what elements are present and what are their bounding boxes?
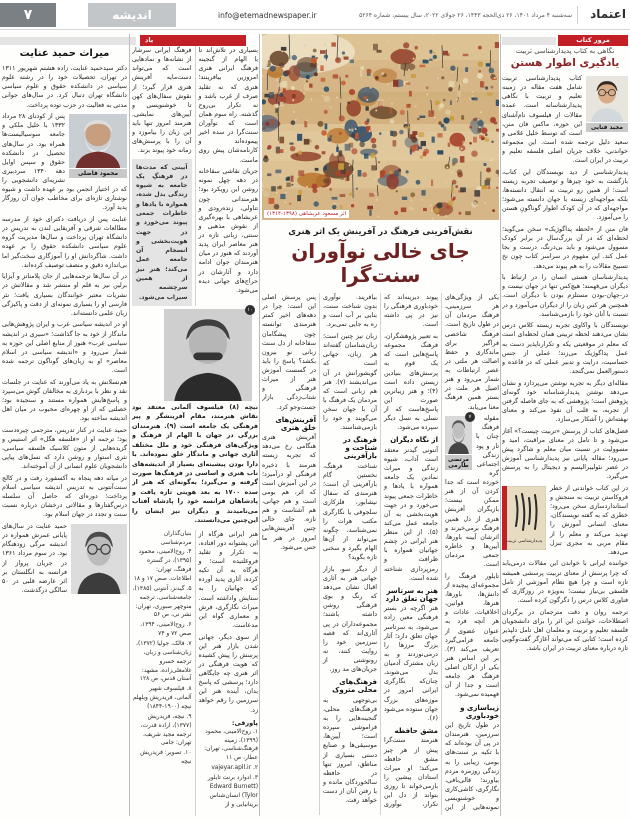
page-number: ۷	[0, 3, 56, 27]
body-paragraph: در میانه دهه پنجاه به آکسفورد رفت و در کالج سنت‌آنتونی به تدریس اندیشه سیاسی اسلام پرداخت؛ دوره‌ای که حاصل آن سلسله درس‌گفتارها و مقالاتی درخشان درباره نسبت سنت و تجدد در جهان اسلام بود.	[2, 474, 127, 519]
body-paragraph: در این کتاب خواندنی از خطر فروکاستن تربیت به سنجش و استانداردسازی سخن می‌رود؛ خطری که به گفته نویسندگان، معنای انسانی آموزش را تهدید می‌کند و معلم را از مقام مربی به مجری تنزل می‌دهد.	[550, 484, 628, 556]
body-paragraph: زبان نیز چنین است؛ زبان‌شناسان گفته‌اند هر زبان، جهانی است که گویشورانش در آن می‌اندیشند (۷). هنر هم زبانی است که مردمان یک فرهنگ با آن با جهان سخن می‌گویند و خود را بازمی‌شناسند.	[323, 333, 378, 432]
footnote-item: ۶. روح‌الامینی، ۱۳۹۴، صص ۷۲ و ۷۴	[140, 622, 192, 638]
photo-caption: مجید فنایی	[586, 123, 628, 132]
article-body	[132, 46, 258, 816]
article-title: یادگیری اطوار هستن	[510, 57, 620, 69]
article-hamid-enayat	[2, 46, 127, 816]
footnote-item: ۹. نیچه، فریدریش (۱۳۷۷)، اراده قدرت، ترجمه مجید شریف، تهران: جامی	[140, 713, 192, 747]
body-paragraph: هنر اگرچه در بستر فرهنگی معین زاده می‌شود، به سرتاسر جهان تعلق دارد؛ آثار بزرگ مرزها را درمی‌نوردند و به زبان مشترک آدمیان بدل می‌شوند، چنان‌که نگارگری ایرانی امروز در موزه‌های بزرگ جهان ستوده می‌شود (۶).	[384, 605, 438, 722]
article-kicker: نگاهی به کتاب پدیدارشناسی تربیت	[515, 47, 615, 55]
nietzsche-photo	[164, 306, 253, 401]
body-paragraph: هنر ایرانی هرگاه از این پشتوانه دور افتاده، به تکرار و تقلید فروغلتیده است؛ و هرگاه به آن تکیه کرده، آثاری پدید آورده که جهانیان را به ستایش واداشته است. میراث نگارگری، فرش و معماری گواه این مدعاست.	[198, 530, 258, 629]
photo-caption: مرتضی طارمی	[445, 455, 472, 470]
body-paragraph: پدیدارشناسی از دید نویسندگان این کتاب، بازگشت به خود چیزها و توصیف تجربه زیسته است؛ از همین رو تربیت نه انتقال دانسته‌ها، بلکه مواجهه‌ای زیسته با جهان دانسته می‌شود؛ مواجهه‌ای که در آن کودک اطوار گوناگونِ هستن را می‌آموزد.	[502, 168, 628, 222]
article-body	[502, 74, 628, 653]
body-paragraph: حمید عنایت در کنار تدریس، مترجمی چیره‌دست بود؛ ترجمه او از «فلسفه هگل» اثر استیس و گزیده‌هایی از متون کلاسیک فلسفه سیاسی، نثری استوار و روشن دارد که نسل‌های پیاپی دانشجویان علوم انسانی از آن آموخته‌اند.	[2, 426, 127, 471]
subheading: فرهنگ‌های محلی متروک	[332, 678, 377, 695]
column-divider	[500, 34, 501, 816]
newspaper-email-link[interactable]: info@etemadnewspaper.ir	[218, 11, 317, 20]
body-paragraph: بی‌توجهی به فرهنگ‌های محلی، گنجینه‌هایی را به فراموشی سپرده است؛ آیین‌ها، موسیقی‌ها و صنایع دستی بسیاری از مناطق، امروز تنها در حافظه سالخوردگان مانده و با رفتن آنان از دست خواهد رفت.	[323, 696, 377, 805]
body-paragraph: آفرینش هنری هنگامی رخ می‌دهد که تجربه زیسته هنرمند با ذخیره فرهنگی او درآمیزد؛ در این آمیزش است که اثر، هم بومی است و هم جهانی، هم آشناست و هم تازه. جای خالی چنین آفرینش‌هایی امروز در هنر ما حس می‌شود.	[262, 434, 316, 551]
footnote-item: ۸. فیلسوف شهیر آلمانی، فریدریش ویلهلم نیچه (۱۹۰۰-۱۸۴۴)	[132, 686, 192, 710]
subheading: مشق حافظه	[394, 726, 438, 735]
footnote-item: ۴. روح‌الامینی، محمود (۱۳۹۵)، در گستره فرهنگ، تهران: اطلاعات، صص ۱۷ و ۱۸	[133, 549, 192, 582]
majid-fanaei-photo	[586, 76, 628, 132]
body-paragraph: از سوی دیگر، جهانی شدن بازار هنر این پرسش را پیش کشیده که هویت فرهنگی در اثر هنری چه جایگاهی دارد؛ پرسشی که پاسخ بدان، آینده هنر این سرزمین را رقم خواهد زد.	[198, 633, 258, 714]
body-paragraph: نویسندگان با واکاوی تجربه زیسته کلاس درس نشان می‌دهند لحظه تربیتی همان لحظه‌ای است که معلم در موقعیتی یکه و تکرارناپذیر دست به عمل پداگوژیک می‌زند؛ عملی از جنس حساسیت، درایت و تدبیر عملی که در قاعده و دستورالعمل نمی‌گنجد.	[502, 322, 628, 375]
body-paragraph: هنرمند سنت‌گرا پیش از هر چیز مشق حافظه می‌کند؛ او میراث استادان پیشین را بازمی‌خواند تا روزی بتواند از دل این تکرار، نوآوری بیافریند. نوآوری بدون شناخت سنت، بنایی بر آب است و ره به جایی نمی‌برد.	[323, 294, 438, 809]
svg-text:پدیدارشناسی تربیت: پدیدارشناسی تربیت	[505, 538, 543, 544]
miniature-painting	[262, 34, 499, 220]
portrait-image	[71, 524, 127, 594]
column-divider	[129, 34, 130, 816]
portrait-image	[69, 114, 127, 168]
morteza-tarami-photo	[445, 416, 472, 470]
section-tag-book-review: مرور کتاب	[558, 35, 628, 46]
subheading: زیباسازی و خودباوری	[460, 703, 499, 720]
subheading: از نگاه دیگران	[390, 436, 438, 445]
body-paragraph: پدیدارشناسان هستی انسان را در ارتباط با دیگران می‌فهمند؛ هیچ‌کس تنها در جهان نیست و در-جهان-بودن مستلزم بودن با دیگران است. همچنین هر کس زبان را از دیگران می‌آموزد و در نسبت با آنان خود را بازمی‌شناسد.	[502, 274, 628, 318]
image-number-badge: ۷	[465, 412, 475, 422]
body-paragraph: کتاب پدیدارشناسی تربیت شامل هفت مقاله در زمینه تعلیم و تربیت با نگاهی پدیدارشناسانه است. عمده مقالات از فیلسوف نام‌آشنای این حوزه، ماکس فان منن، است که توسط خلیل غلامی و سعید دلیل ترجمه شده است. این مجموعه خواندنی، خلاف جریان اصلی فلسفه تعلیم و تربیت در ایران است.	[502, 75, 628, 165]
date-line: سه‌شنبه ۴ مرداد ۱۴۰۱، ۲۶ ذی‌الحجه ۱۴۴۳، ۲۶ جولای ۲۰۲۲، سال بیستم، شماره ۵۲۶۴	[359, 12, 572, 19]
body-paragraph: تایلور فرهنگ را مجموعه‌ای پیچیده از دانش‌ها، باورها، هنرها، قوانین، اخلاقیات، عادات و هر آنچه فرد به عنوان عضوی از جامعه فرامی‌گیرد تعریف می‌کند (۳). بر این اساس هنر یکی از ارکان اصلی فرهنگ هر جامعه است و جدا از آن فهمیده نمی‌شود.	[445, 572, 499, 699]
section-tag-yad: یاد	[140, 35, 246, 46]
body-paragraph: شناخت فرهنگ، نخستین گام بازآفرینی آن است؛ هنرمندی که سفال نیشابور، فلزکاری سلجوقی یا نگارگری مکتب هرات را نمی‌شناسد، چگونه می‌تواند از آن‌ها الهام بگیرد و سخنی تازه بگوید؟	[323, 462, 377, 562]
section-name: اندیشه	[88, 3, 176, 27]
body-paragraph: در طول تاریخ این سرزمین، هنرمندان در پی آن بوده‌اند که با تکیه بر سنت‌های بومی، زیبایی را به زندگی روزمره مردم بیاورند؛ قالی‌بافی، نگارگری، کاشی‌کاری و خوشنویسی نمونه‌هایی از این پیوند دیرینه‌اند که خودباوری فرهنگی را نیز در پی داشته است.	[384, 294, 499, 812]
tagbar-right	[502, 37, 556, 45]
newspaper-logo[interactable]: اعتماد	[590, 7, 626, 21]
body-paragraph: او در اندیشه سیاسی عرب و ایران پژوهش‌هایی ماندگار از خود به جا گذاشت؛ «سیری در اندیشه سیاسی عرب» هنوز از منابع اصلی این حوزه به شمار می‌رود و «اندیشه سیاسی در اسلام معاصر» او به زبان‌های گوناگون ترجمه شده است.	[2, 321, 127, 374]
body-paragraph: خواننده ایرانی با خواندن این مقالات درمی‌یابد که چرا پرسش از معنای تربیت پرسشی همیشه تازه است و چرا هیچ نظام آموزشی از تامل فلسفی بی‌نیاز نیست؛ به‌ویژه در روزگاری که فناوری کلاس درس را دگرگون کرده است.	[502, 560, 628, 604]
body-paragraph: عنایت پس از دریافت دکترای خود از مدرسه مطالعات شرقی و آفریقایی لندن به تدریس در دانشگاه تهران پرداخت و سال‌ها مدیریت گروه علوم سیاسی دانشکده حقوق را بر عهده داشت. شاگردانش او را آموزگاری سخت‌گیر اما بی‌اندازه دقیق و منصف توصیف کرده‌اند.	[2, 216, 127, 269]
header-divider	[577, 6, 578, 24]
article-title: میراث حمید عنایت	[19, 48, 110, 59]
image-number-badge: ۱۰	[245, 305, 255, 315]
column-divider	[259, 34, 260, 816]
footnotes-title: پاورقی:	[231, 718, 258, 727]
body-paragraph: دکتر سیدحمید عنایت، زاده هشتم شهریور ۱۳۱۱ در تهران، تحصیلات خود را در رشته علوم سیاسی در دانشکده حقوق و علوم سیاسی دانشگاه تهران دنبال کرد. در سال‌های جوانی مدتی به فعالیت در حزب توده پرداخت.	[2, 65, 127, 109]
body-paragraph: جریان نقاشی سقاخانه در دهه چهل نمونه روشن این رویکرد بود؛ هنرمندانی چون تناولی، زنده‌رودی و عربشاهی با بهره‌گیری از نقوش مذهبی و سنتی، زبانی تازه در هنر معاصر ایران پدید آوردند که هنوز در میان هنرمندان جوان ادامه دارد و آثارشان در حراج‌های جهانی دیده می‌شود.	[198, 168, 258, 294]
subheading: فرهنگ در شناخت و بازآفرینی	[343, 436, 377, 461]
portrait-image	[586, 76, 628, 122]
painting-artwork	[262, 34, 499, 220]
body-paragraph: پس پرسش اصلی این است: چرا در دهه‌های اخیر کمتر هنرمندی توانسته چون پیشگامان سقاخانه از دل سنت زبانی نو بیرون بکشد؟ پاسخ را باید در گسست آموزش هنر از میراث فرهنگی و شتاب‌زدگی بازار جست‌وجو کرد.	[262, 294, 316, 411]
subheading: هنر به سرتاسر جهان تعلق دارد	[385, 586, 438, 603]
body-paragraph: به تعبیر پژوهشگران، فرهنگ مجموعه پاسخ‌هایی است که یک قوم به پرسش‌های بنیادین زیستن داده است (۴)؛ و هنر زیباترین صورت این پاسخ‌هاست که از نسلی به نسل دیگر سپرده می‌شود.	[384, 333, 438, 432]
article-kicker: نقش‌آفرینی فرهنگ در آفرینش یک اثر هنری	[288, 227, 473, 237]
body-paragraph: در آن سال‌ها ترجمه‌هایی از جان پلامناتز و آیزایا برلین نیز به قلم او منتشر شد و مقالاتش در نشریات معتبر خوانندگان بسیاری یافت؛ نثر فارسی او را بسیاری نمونه‌ای از دقت و پاکیزگی زبان علمی دانسته‌اند.	[2, 273, 127, 317]
body-paragraph: حمید عنایت در سال‌های پایانی عمرش همواره در اندیشه مرگی زودهنگام بود. در سوم مرداد ۱۳۶۱ در جریان پرواز از فرانسه به انگلستان بر اثر عارضه قلبی در ۵۰ سالگی درگذشت.	[2, 523, 67, 594]
body-paragraph: فصل‌های کتاب از پرسش «تربیت چیست؟» آغاز می‌شود و تا تامل در معنای مراقبت، امید و مسوولیت در نسبت میان معلم و شاگرد پیش می‌رود؛ مقاله پایانی نیز پدیدارشناسی آموزش در عصر نئولیبرالیسم و دیجیتال را به پرسش می‌گیرد.	[502, 427, 628, 481]
body-paragraph: از دیگر سو، بازار جهانی هنر به آثاری اقبال نشان می‌دهد که رنگ و بوی فرهنگی روشن داشته باشند؛ مجموعه‌داران در پی آثاری‌اند که قصه سرزمین خود را روایت کنند، نه رونوشتی از جریان‌های مد روز.	[323, 565, 377, 674]
article-traditionalist-innovators	[262, 34, 499, 816]
footnote-item: ۳. ادوارد برنت تایلور (Edward Burnett Tylor) انسان‌شناس بریتانیایی و از بنیان‌گذاران مردم‌شناسی	[160, 530, 258, 808]
article-headline: جای خالی نوآوران سنت‌گرا	[291, 239, 470, 287]
book-cover-image	[502, 486, 546, 550]
body-paragraph: پس از کودتای ۲۸ مرداد ۱۳۳۲ با خلیل ملکی و جامعه سوسیالیست‌ها همراه بود. در سال‌های تحصیل در دانشکده حقوق و سپس اوایل دهه ۱۳۴۰ سردبیری نشریه‌ای دانشجویی را که در اختیار انجمن بود بر عهده داشت و شیوه نوشتاری تازه‌ای برای مخاطب جوان آن روزگار پدید آورد.	[2, 113, 127, 212]
body-paragraph: هم‌نسلانش به یاد می‌آورند که عنایت در جلسات نقد و نظر با بردباری به مخالفان گوش می‌سپرد و پاسخ‌هایش همواره مستند و سنجیده بود؛ خصلتی که از او چهره‌ای محبوب در میان اهل اندیشه ساخته بود.	[2, 378, 127, 423]
footnote-item: ۵. گیدنز، آنتونی (۱۳۸۵)، جامعه‌شناسی، ترجمه منوچهر صبوری، تهران: نشر نی، ص ۵۶	[132, 585, 192, 619]
subheading: آفرینش‌های خلق هنری	[275, 415, 316, 432]
body-paragraph: مقاله‌ای دیگر به تجربه نوشتن می‌پردازد و نشان می‌دهد نوشتن پدیدارشناسانه خود گونه‌ای پژوهش است؛ پژوهشی که به جای فاصله گرفتن از تجربه، به قلب آن نفوذ می‌کند و معنای نهفته‌اش را آشکار می‌سازد.	[502, 379, 628, 423]
body-paragraph: بسیاری در تلاش‌اند تا با الهام از گنجینه فرهنگ ایرانی هنری امروزین بیافرینند؛ هنری که نه تقلید صرف از غرب باشد و نه تکرار بی‌روح گذشته. راه سوم همان است که نوآوران سنت‌گرا در سده اخیر پیموده‌اند و کارنامه‌شان پیش روی ماست.	[198, 47, 258, 164]
body-paragraph: فان منن از «لحظه پداگوژیک» سخن می‌گوید؛ لحظه‌ای که در آن بزرگ‌سال در برابر کودک مسوول می‌شود و باید بی‌درنگ، درست و بجا عمل کند. این مفهوم در سراسر کتاب چون نخ تسبیح مقالات را به هم پیوند می‌دهد.	[502, 226, 628, 270]
painting-caption: اثر مسعود عربشاهی (۱۳۹۸-۱۳۱۴)	[264, 210, 349, 218]
footnote-item: ۱. روح‌الامینی، محمود (۱۳۹۹)، زمینه فرهنگ‌شناسی، تهران: عطار، ص ۱۱	[204, 728, 258, 762]
photo-caption: محمود فاضلی	[69, 169, 127, 178]
body-paragraph: آنتونی گیدنز معتقد است آداب، شیوه زندگی و میراث نمادین یک جامعه همواره با یادها و خاطرات جمعی پیوند می‌خورد و در جهت هویت‌بخشی به آن جامعه عمل می‌کند (۵). از این منظر هنر ایرانی در چشم جهانیان همواره با ظرافت و رمزپردازی شناخته شده است.	[384, 446, 438, 582]
article-body	[2, 64, 127, 595]
body-paragraph: یکی از ویژگی‌های هر سرزمینی، فرهنگ مردمان آن در طول تاریخ است. فرهنگ شاخصی فراگیر برای ماندگاری و حفظ اصالت هر ملتی در عصر ارتباطات به شمار می‌رود و هنر اصیل هر ملت در بستر همین فرهنگ معنا می‌یابد.	[445, 294, 499, 411]
body-paragraph: ترجمه روان و دقت مترجمان در برگردان اصطلاحات، خواندن این اثر را برای دانشجویان فلسفه تعلیم و تربیت و معلمان اهل تامل دلپذیر کرده است؛ کتابی که می‌تواند آغازگر گفت‌وگویی تازه درباره معنای تربیت در ایران باشد.	[502, 608, 628, 652]
body-paragraph: فرهنگ ایرانی سرشار از نشانه‌ها و نمادهایی است که می‌تواند دست‌مایه آفرینش هنری قرار گیرد؛ از نقوش سفال‌های کهن تا خوشنویسی و آیین‌های نمایشی. هنرمند امروز تنها باید این زبان را بیاموزد و آن را با پرسش‌های زمانه خود پیوند بزند.	[132, 47, 192, 155]
portrait-image	[164, 309, 252, 401]
hamid-enayat-photo	[71, 524, 127, 594]
article-book-review	[502, 46, 628, 816]
photo-caption-paragraph: نیچه (۸) فیلسوف آلمانی معتقد بود نقاش هنرمند، مقام آفرینشگر و پیر فرهنگی یک جامعه است (۹). هنرمندان بزرگی در جهان با الهام از فرهنگ و ویژگی‌های فرهنگی خود و ملل مختلف آثاری جهانی و ماندگار خلق نموده‌اند. با دارا بودن پیشینه‌ای بسیار از اندیشه‌های ناب هنری و اساسی در فرهنگ‌ها صورت گرفته و می‌گیرد؛ به‌گونه‌ای که هنر از سده ۱۷۰۰ به بعد هویتی تازه یافت و پادشاهان فرانسه خود را پادشاه آفتاب می‌نامیدند و دیگران نیز ایشان را این‌چنین می‌دانستند.	[132, 403, 258, 525]
header	[0, 0, 630, 30]
pull-quote: آیینی که مدت‌ها در فرهنگِ یک جامعه به شیوه زندگی بدل شده، همواره با یادها و خاطرات جمعی پیوند می‌خورد و در جهت هویت‌بخشی و انسجام آن جامعه عمل می‌کند؛ هنر نیز از همین سرچشمه سیراب می‌شود.	[132, 159, 192, 306]
tagbar-left	[0, 37, 136, 45]
footnote-item: ۱۰. تصویر: فریدریش نیچه	[140, 750, 192, 766]
footnote-item: ۲. vajeyar.apll.ir	[211, 765, 258, 772]
footnote-item: ۷. فالک، جولیا (۱۳۷۲)، زبان‌شناسی و زبان، ترجمه خسرو غلامعلی‌زاده، مشهد: آستان قدس، ص ۱۲۸	[136, 640, 192, 683]
mahmoud-fazeli-photo	[69, 114, 127, 178]
body-paragraph: مقوله فرهنگ چنان با تار و پود زندگی اجتماعی گره خورده است که جدا کردن آن از هنر ممکن نیست؛ بازیگران آفرینش هنری از دل همین فرهنگ برمی‌خیزند و اثرشان آیینه باورها، آیین‌ها و خاطره جمعی مردمان است.	[445, 415, 499, 569]
article-continuation-column	[132, 46, 258, 816]
article-body	[262, 293, 499, 815]
